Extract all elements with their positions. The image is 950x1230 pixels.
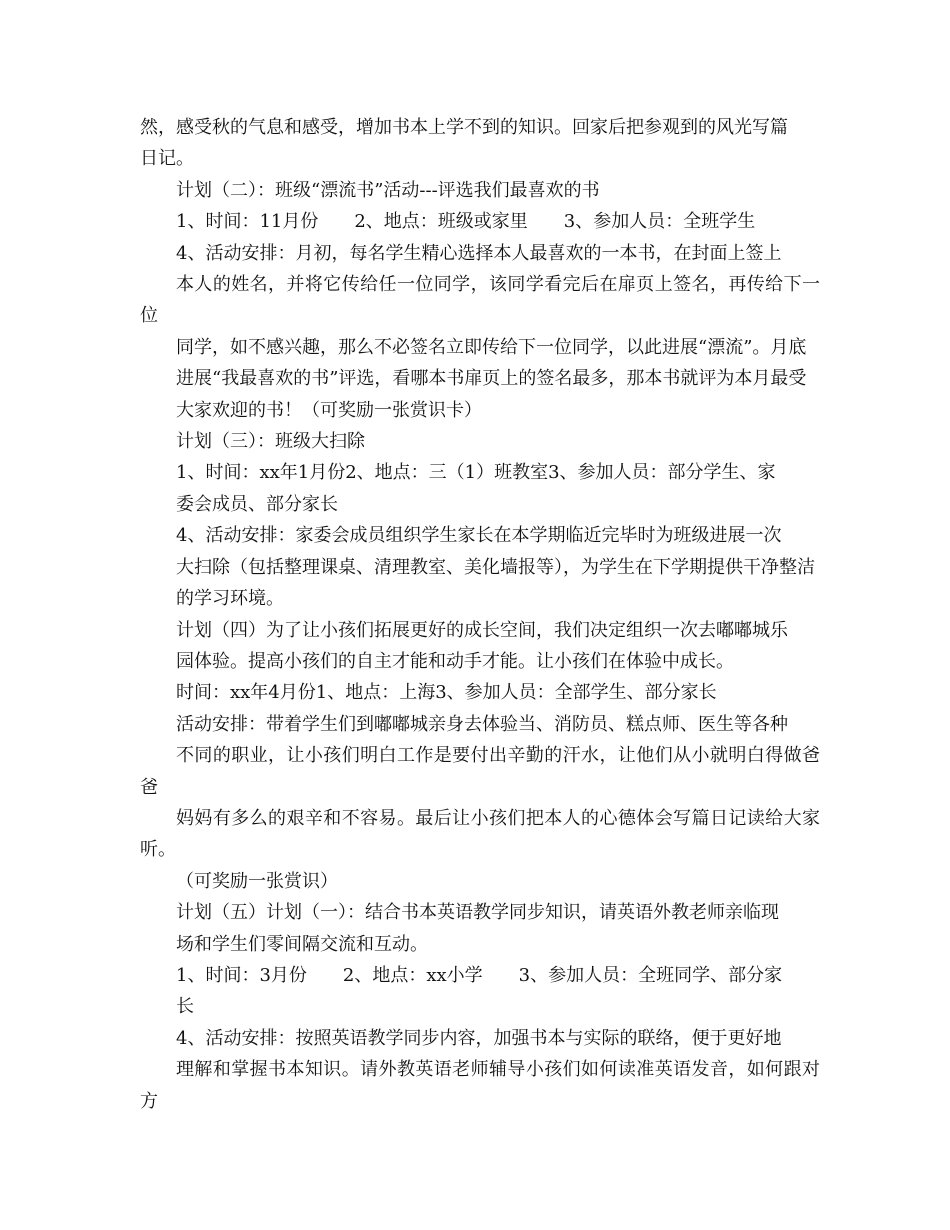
text-line: 妈妈有多么的艰辛和不容易。最后让小孩们把本人的心德体会写篇日记读给大家听。 <box>140 807 820 861</box>
text-line: 进展“我最喜欢的书”评选，看哪本书扉页上的签名最多，那本书就评为本月最受 <box>176 368 807 390</box>
text-line: 园体验。提高小孩们的自主才能和动手才能。让小孩们在体验中成长。 <box>176 650 734 672</box>
text-line: 4、活动安排：家委会成员组织学生家长在本学期临近完毕时为班级进展一次 <box>176 525 782 547</box>
text-line: 大家欢迎的书！（可奖励一张赏识卡） <box>176 399 482 421</box>
text-line: 长 <box>176 996 194 1018</box>
text-line: 委会成员、部分家长 <box>176 493 338 515</box>
paragraph <box>140 677 820 708</box>
text-line: 1、时间：11月份 2、地点：班级或家里 3、参加人员：全班学生 <box>176 211 756 233</box>
paragraph <box>140 960 820 1023</box>
text-line: 同学，如不感兴趣，那么不必签名立即传给下一位同学，以此进展“漂流”。月底 <box>176 336 807 358</box>
text-line: 场和学生们零间隔交流和互动。 <box>176 933 428 955</box>
paragraph <box>140 709 820 897</box>
text-line: 时间：xx年4月份1、地点：上海3、参加人员：全部学生、部分家长 <box>176 682 717 704</box>
paragraph <box>140 1023 820 1117</box>
paragraph <box>140 426 820 457</box>
text-line: 不同的职业，让小孩们明白工作是要付出辛勤的汗水，让他们从小就明白得做爸爸 <box>140 745 820 798</box>
text-line: 1、时间：xx年1月份2、地点：三（1）班教室3、参加人员：部分学生、家 <box>176 462 776 484</box>
document-body <box>140 112 820 1117</box>
text-line: 活动安排：带着学生们到嘟嘟城亲身去体验当、消防员、糕点师、医生等各种 <box>176 713 788 735</box>
text-line: 然，感受秋的气息和感受，增加书本上学不到的知识。回家后把参观到的风光写篇 <box>140 117 788 138</box>
text-line: 日记。 <box>140 148 194 170</box>
paragraph <box>140 615 820 678</box>
text-line: 理解和掌握书本知识。请外教英语老师辅导小孩们如何读准英语发音，如何跟对方 <box>140 1059 820 1112</box>
text-line: 本人的姓名，并将它传给任一位同学，该同学看完后在扉页上签名，再传给下一位 <box>140 274 820 327</box>
text-line: 计划（四）为了让小孩们拓展更好的成长空间，我们决定组织一次去嘟嘟城乐 <box>176 619 788 641</box>
paragraph <box>140 206 820 237</box>
text-line: 4、活动安排：按照英语教学同步内容，加强书本与实际的联络，便于更好地 <box>176 1027 782 1049</box>
text-line: 大扫除（包括整理课桌、清理教室、美化墙报等），为学生在下学期提供干净整洁 <box>176 556 815 578</box>
paragraph <box>140 457 820 520</box>
paragraph <box>140 112 820 175</box>
text-line: （可奖励一张赏识） <box>176 870 338 892</box>
paragraph <box>140 175 820 206</box>
text-line: 计划（二）：班级“漂流书”活动---评选我们最喜欢的书 <box>176 179 600 201</box>
text-line: 计划（五）计划（一）：结合书本英语教学同步知识，请英语外教老师亲临现 <box>176 902 779 924</box>
text-line: 1、时间：3月份 2、地点：xx小学 3、参加人员：全班同学、部分家 <box>176 964 783 986</box>
paragraph <box>140 520 820 614</box>
text-line: 4、活动安排：月初，每名学生精心选择本人最喜欢的一本书，在封面上签上 <box>176 242 782 264</box>
text-line: 的学习环境。 <box>176 588 284 610</box>
text-line: 计划（三）：班级大扫除 <box>176 431 365 453</box>
paragraph <box>140 897 820 960</box>
paragraph <box>140 238 820 426</box>
